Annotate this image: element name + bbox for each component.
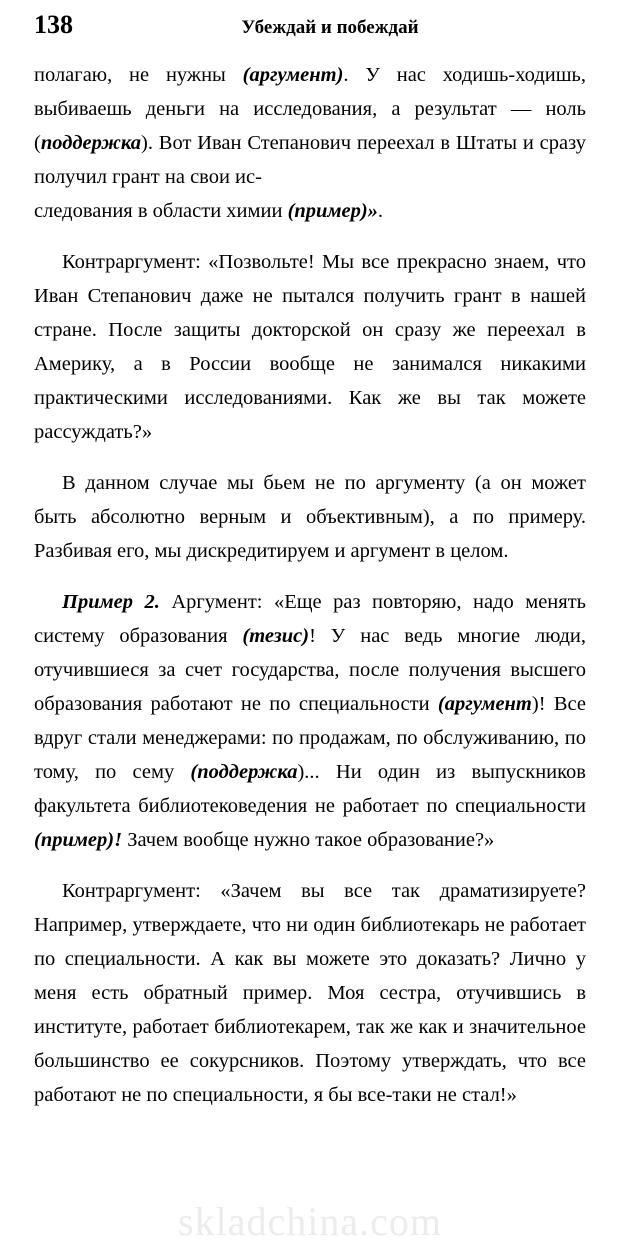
paragraph-1: полагаю, не нужны (аргумент). У нас ходишь-ходишь, выбиваешь деньги на исследования, а результат — ноль (поддержка). Вот Иван Степанович переехал в Штаты и сразу получил грант на свои ис-: [34, 64, 586, 188]
page-header: [34, 0, 586, 50]
running-title: Убеждай и побеждай: [241, 17, 419, 38]
paragraph-3: Контраргумент: «Позвольте! Мы все прекрасно знаем, что Иван Степанович даже не пытался получить грант в нашей стране. После защиты докторской он сразу же переехал в Америку, а в России вообще не занимался никакими практическими исследованиями. Как же вы так можете рассуждать?»: [34, 251, 586, 443]
paragraph-6: Контраргумент: «Зачем вы все так драматизируете? Например, утверждаете, что ни один библиотекарь не работает по специальности. А как вы можете это доказать? Лично у меня есть обратный пример. Моя сестра, отучившись в институте, работает библиотекарем, так же как и значительное большинство ее сокурсников. Поэтому утверждать, что все работают не по специальности, я бы все-таки не стал!»: [34, 880, 586, 1106]
page-body: [34, 58, 586, 1112]
watermark: skladchina.com: [178, 1199, 442, 1244]
page-number: 138: [34, 10, 73, 39]
paragraph-5: Пример 2. Аргумент: «Еще раз повторяю, надо менять систему образования (тезис)! У нас ведь многие люди, отучившиеся за счет государства, после получения высшего образования работают не по специальности (аргумент)! Все вдруг стали менеджерами: по продажам, по обслуживанию, по тому, по сему (поддержка)... Ни один из выпускников факультета библиотековедения не работает по специальности (пример)! Зачем вообще нужно такое образование?»: [34, 591, 586, 851]
paragraph-2: следования в области химии (пример)».: [34, 200, 384, 222]
paragraph-4: В данном случае мы бьем не по аргументу (а он может быть абсолютно верным и объективным), а по примеру. Разбивая его, мы дискредитируем и аргумент в целом.: [34, 472, 586, 562]
